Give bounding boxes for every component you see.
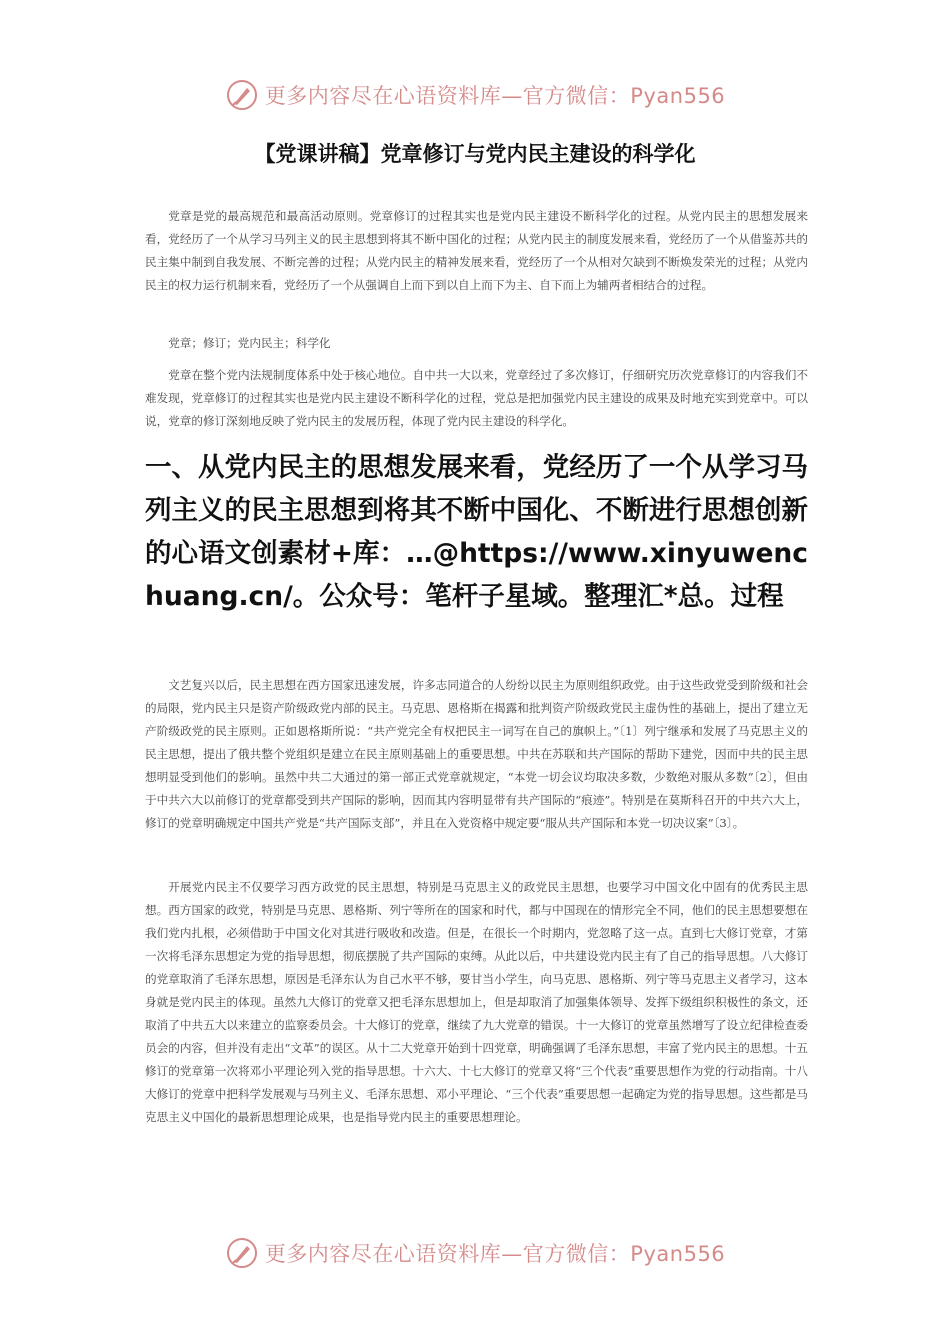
document-title: 【党课讲稿】党章修订与党内民主建设的科学化 xyxy=(254,142,696,166)
quill-logo-icon xyxy=(225,1236,259,1270)
banner-text: 更多内容尽在心语资料库—官方微信：Pyan556 xyxy=(264,84,726,108)
footer-watermark-banner xyxy=(0,1228,950,1278)
intro-paragraph: 党章在整个党内法规制度体系中处于核心地位。自中共一大以来，党章经过了多次修订，仔细研究历次党章修订的内容我们不难发现，党章修订的过程其实也是党内民主建设不断科学化的过程，党总是把加强党内民主建设的成果及时地充实到党章中。可以说，党章的修订深刻地反映了党内民主的发展历程，体现了党内民主建设的科学化。 xyxy=(145,368,808,428)
banner-text: 更多内容尽在心语资料库—官方微信：Pyan556 xyxy=(264,1242,726,1266)
header-watermark-banner xyxy=(0,70,950,120)
keywords-paragraph: 党章；修订；党内民主；科学化 xyxy=(168,336,331,350)
section-heading: 一、从党内民主的思想发展来看，党经历了一个从学习马列主义的民主思想到将其不断中国化、不断进行思想创新的心语文创素材+库：…@https://www.xinyuwenchuang.cn/。公众号：笔杆子星域。整理汇*总。过程 xyxy=(145,452,808,612)
body-paragraph: 开展党内民主不仅要学习西方政党的民主思想，特别是马克思主义的政党民主思想，也要学习中国文化中固有的优秀民主思想。西方国家的政党，特别是马克思、恩格斯、列宁等所在的国家和时代，都与中国现在的情形完全不同，他们的民主思想要想在我们党内扎根，必须借助于中国文化对其进行吸收和改造。但是，在很长一个时期内，党忽略了这一点。直到七大修订党章，才第一次将毛泽东思想定为党的指导思想，彻底摆脱了共产国际的束缚。从此以后，中共建设党内民主有了自己的指导思想。八大修订的党章取消了毛泽东思想，原因是毛泽东认为自己水平不够，要甘当小学生，向马克思、恩格斯、列宁等马克思主义者学习，这本身就是党内民主的体现。虽然九大修订的党章又把毛泽东思想加上，但是却取消了加强集体领导、发挥下级组织积极性的条文，还取消了中共五大以来建立的监察委员会。十大修订的党章，继续了九大党章的错误。十一大修订的党章虽然增写了设立纪律检查委员会的内容，但并没有走出“文革”的误区。从十二大党章开始到十四党章，明确强调了毛泽东思想，丰富了党内民主的思想。十五修订的党章第一次将邓小平理论列入党的指导思想。十六大、十七大修订的党章又将“三个代表”重要思想作为党的行动指南。十八大修订的党章中把科学发展观与马列主义、毛泽东思想、邓小平理论、“三个代表”重要思想一起确定为党的指导思想。这些都是马克思主义中国化的最新思想理论成果，也是指导党内民主的重要思想理论。 xyxy=(145,880,808,1124)
quill-logo-icon xyxy=(225,78,259,112)
body-paragraph: 文艺复兴以后，民主思想在西方国家迅速发展，许多志同道合的人纷纷以民主为原则组织政党。由于这些政党受到阶级和社会的局限，党内民主只是资产阶级政党内部的民主。马克思、恩格斯在揭露和批判资产阶级政党民主虚伪性的基础上，提出了建立无产阶级政党的民主原则。正如恩格斯所说：“共产党完全有权把民主一词写在自己的旗帜上。”〔1〕列宁继承和发展了马克思主义的民主思想，提出了俄共整个党组织是建立在民主原则基础上的重要思想。中共在苏联和共产国际的帮助下建党，因而中共的民主思想明显受到他们的影响。虽然中共二大通过的第一部正式党章就规定，“本党一切会议均取决多数，少数绝对服从多数”〔2〕，但由于中共六大以前修订的党章都受到共产国际的影响，因而其内容明显带有共产国际的“痕迹”。特别是在莫斯科召开的中共六大上，修订的党章明确规定中国共产党是“共产国际支部”，并且在入党资格中规定要“服从共产国际和本党一切决议案”〔3〕。 xyxy=(145,678,808,830)
abstract-paragraph: 党章是党的最高规范和最高活动原则。党章修订的过程其实也是党内民主建设不断科学化的过程。从党内民主的思想发展来看，党经历了一个从学习马列主义的民主思想到将其不断中国化的过程；从党内民主的制度发展来看，党经历了一个从借鉴苏共的民主集中制到自我发展、不断完善的过程；从党内民主的精神发展来看，党经历了一个从相对欠缺到不断焕发荣光的过程；从党内民主的权力运行机制来看，党经历了一个从强调自上而下到以自上而下为主、自下而上为辅两者相结合的过程。 xyxy=(145,209,808,292)
